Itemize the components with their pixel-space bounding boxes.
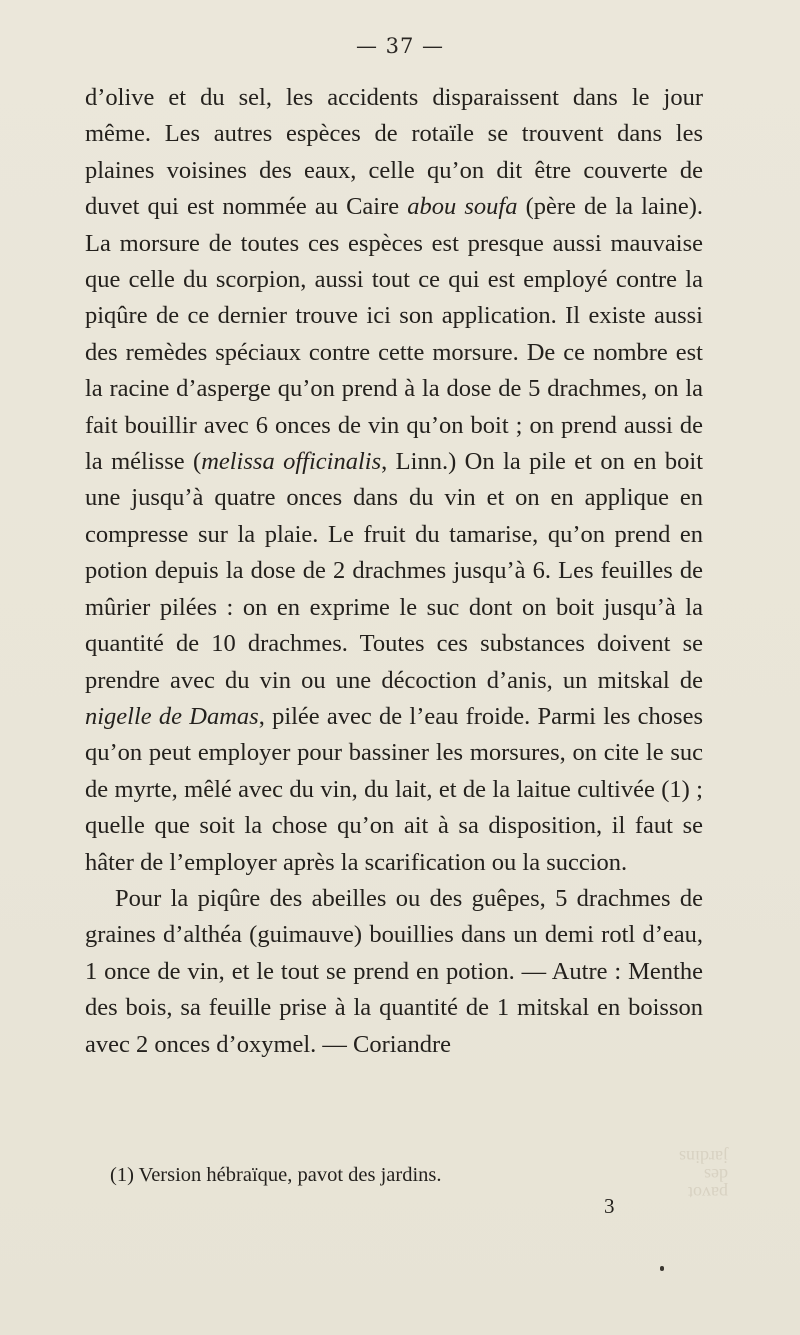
page-number: — 37 —: [355, 34, 445, 58]
body-text: [85, 80, 703, 1063]
footnote: (1) Version hébraïque, pavot des jardins.: [110, 1164, 442, 1186]
text-run: , pilée avec de l’eau froide. Parmi les choses qu’on peut employer pour bassiner les morsures, on cite le suc de myrte, mêlé avec du vin, du lait, et de la laitue cultivée (1) ; quelle que soit la chose qu’on ait à sa disposition, il faut se hâter de l’employer après la scarification ou la succion.: [85, 702, 703, 876]
text-run: , Linn.) On la pile et on en boit une jusqu’à quatre onces dans du vin et on en applique en compresse sur la plaie. Le fruit du tamarise, qu’on prend en potion depuis la dose de 2 drachmes jusqu’à 6. Les feuilles de mûrier pilées : on en exprime le suc dont on boit jusqu’à la quantité de 10 drachmes. Toutes ces substances doivent se prendre avec du vin ou une décoction d’anis, un mitskal de: [85, 448, 704, 694]
paragraph-2: [85, 881, 703, 1063]
italic-term-abou-soufa: abou soufa: [407, 193, 518, 221]
text-run: (père de la laine). La morsure de toutes ces espèces est presque aussi mauvaise que celle du scorpion, aussi tout ce qui est employé contre la piqûre de ce dernier trouve ici son application. Il existe aussi des remèdes spéciaux contre cette morsure. De ce nombre est la racine d’asperge qu’on prend à la dose de 5 drachmes, on la fait bouillir avec 6 onces de vin qu’on boit ; on prend aussi de la mélisse (: [85, 193, 703, 476]
italic-term-melissa: melissa officinalis: [201, 448, 382, 476]
bleed-through-text: pavot des jardins: [679, 1147, 728, 1203]
italic-term-nigelle: nigelle de Damas: [85, 702, 259, 730]
ink-speck: [660, 1266, 664, 1271]
signature-mark: 3: [604, 1194, 615, 1218]
text-run: d’olive et du sel, les accidents disparaissent dans le jour même. Les autres espèces de rotaïle se trouvent dans les plaines voisines des eaux, celle qu’on dit être couverte de duvet qui est nommée au Caire: [85, 84, 703, 221]
paragraph-1: [85, 80, 703, 881]
text-run: Pour la piqûre des abeilles ou des guêpes, 5 drachmes de graines d’althéa (guimauve) bouillies dans un demi rotl d’eau, 1 once de vin, et le tout se prend en potion. — Autre : Menthe des bois, sa feuille prise à la quantité de 1 mitskal en boisson avec 2 onces d’oxymel. — Coriandre: [85, 884, 703, 1058]
